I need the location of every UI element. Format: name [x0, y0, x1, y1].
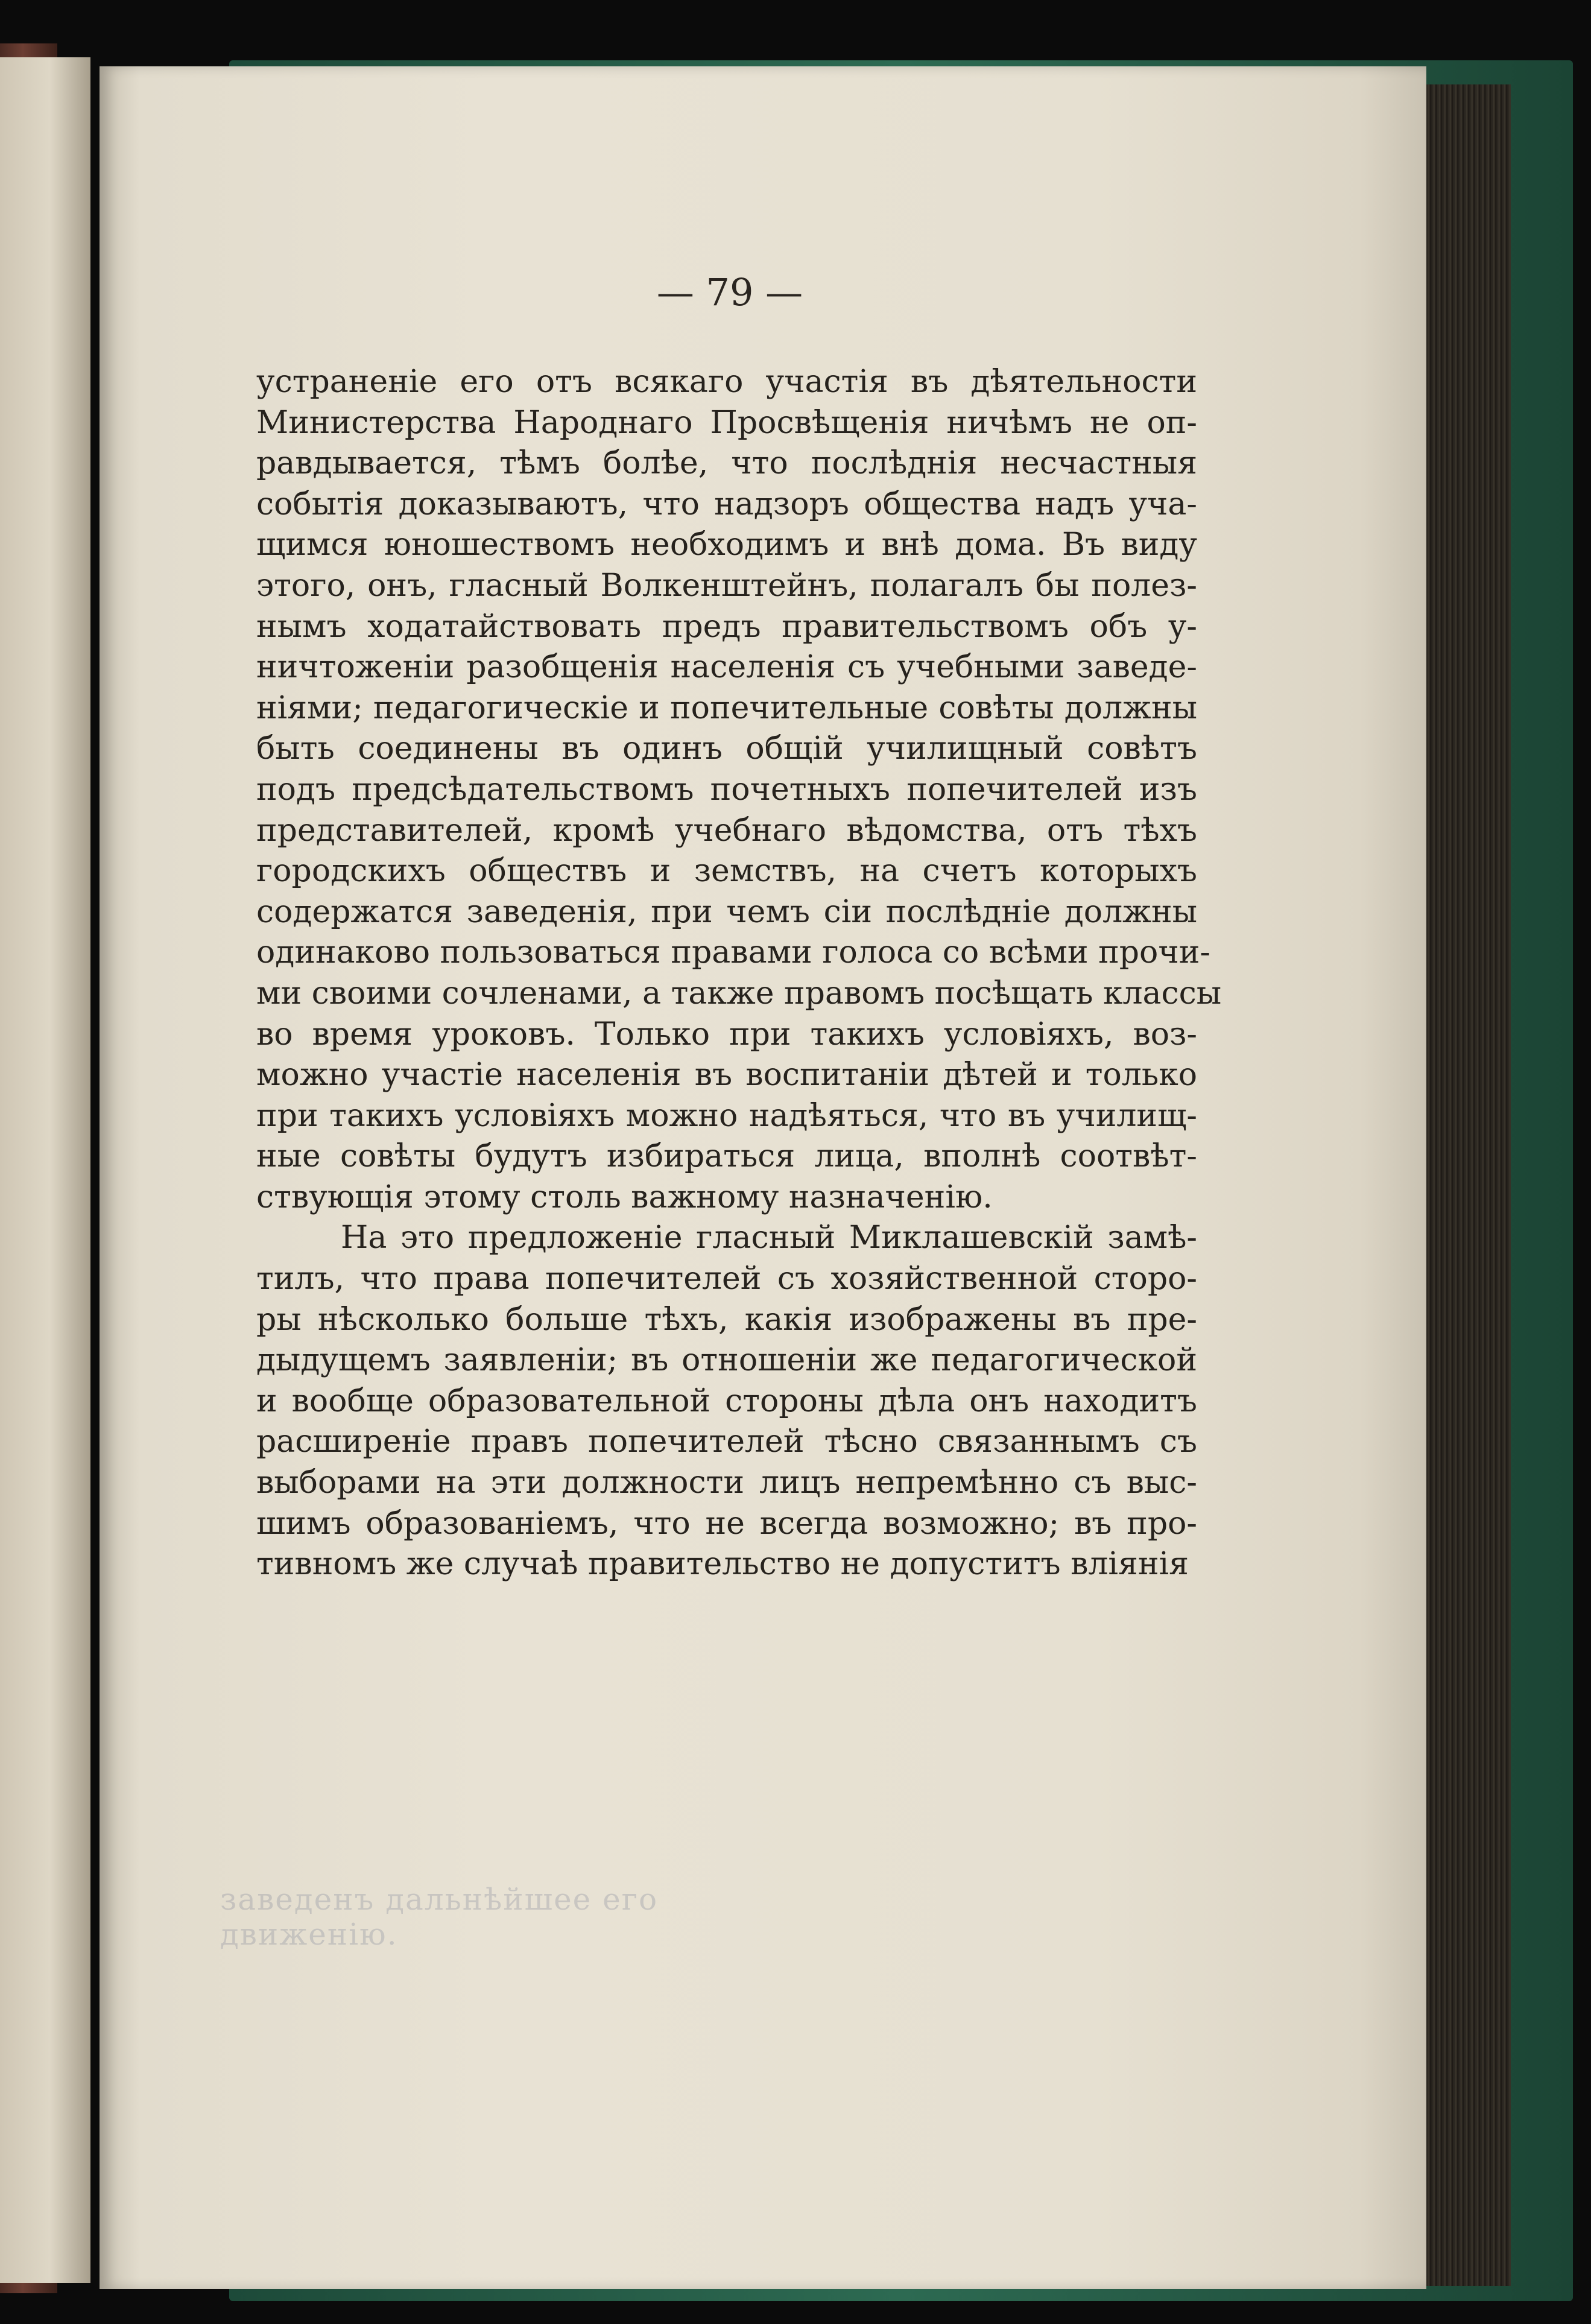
paragraph [256, 1218, 1197, 1585]
left-page-edge [0, 57, 90, 2283]
text-line: тилъ, что права попечителей съ хозяйственной сторо- [256, 1261, 1197, 1297]
text-line: выборами на эти должности лицъ непремѣнно съ выс- [256, 1464, 1197, 1501]
text-line: расширеніе правъ попечителей тѣсно связаннымъ съ [256, 1423, 1197, 1460]
text-line: тивномъ же случаѣ правительство не допуститъ вліянія [256, 1546, 1189, 1583]
text-line: и вообще образовательной стороны дѣла онъ находитъ [256, 1382, 1197, 1419]
text-line: событія доказываютъ, что надзоръ общества надъ уча- [256, 486, 1197, 522]
text-line: ніями; педагогическіе и попечительные совѣты должны [256, 689, 1197, 726]
text-line: содержатся заведенія, при чемъ сіи послѣдніе должны [256, 893, 1197, 930]
text-line: устраненіе его отъ всякаго участія въ дѣятельности [256, 364, 1197, 400]
text-line: нымъ ходатайствовать предъ правительствомъ объ у- [256, 608, 1197, 645]
text-line: этого, онъ, гласный Волкенштейнъ, полагалъ бы полез- [256, 567, 1197, 604]
paragraph [256, 362, 1222, 1218]
text-line: подъ предсѣдательствомъ почетныхъ попечителей изъ [256, 771, 1197, 808]
text-line: шимъ образованіемъ, что не всегда возможно; въ про- [256, 1505, 1197, 1542]
text-line: можно участіе населенія въ воспитаніи дѣтей и только [256, 1057, 1197, 1094]
text-line: ные совѣты будутъ избираться лица, вполнѣ соотвѣт- [256, 1138, 1197, 1175]
text-line: городскихъ обществъ и земствъ, на счетъ которыхъ [256, 853, 1197, 890]
body-text [256, 362, 1222, 1585]
text-line: одинаково пользоваться правами голоса со всѣми прочи- [256, 934, 1210, 971]
text-line: ры нѣсколько больше тѣхъ, какія изображены въ пре- [256, 1301, 1197, 1338]
text-line: ствующія этому столь важному назначенію. [256, 1179, 993, 1215]
text-line: дыдущемъ заявленіи; въ отношеніи же педагогической [256, 1342, 1197, 1379]
text-line: представителей, кромѣ учебнаго вѣдомства, отъ тѣхъ [256, 812, 1197, 849]
text-line: при такихъ условіяхъ можно надѣяться, что въ училищ- [256, 1097, 1197, 1134]
text-line: равдывается, тѣмъ болѣе, что послѣднія несчастныя [256, 445, 1197, 482]
text-line: ми своими сочленами, а также правомъ посѣщать классы [256, 975, 1222, 1012]
bleed-through-text: заведенъ дальнѣйшее его движенію. [220, 1882, 659, 1952]
text-line: ничтоженіи разобщенія населенія съ учебными заведе- [256, 649, 1197, 686]
text-line: Министерства Народнаго Просвѣщенія ничѣмъ не оп- [256, 404, 1197, 441]
text-line: во время уроковъ. Только при такихъ условіяхъ, воз- [256, 1016, 1197, 1053]
text-line: быть соединены въ одинъ общій училищный совѣтъ [256, 730, 1197, 767]
text-line: щимся юношествомъ необходимъ и внѣ дома. Въ виду [256, 527, 1197, 563]
text-line: На это предложеніе гласный Миклашевскій замѣ- [341, 1220, 1197, 1256]
page-number: — 79 — [656, 270, 803, 314]
